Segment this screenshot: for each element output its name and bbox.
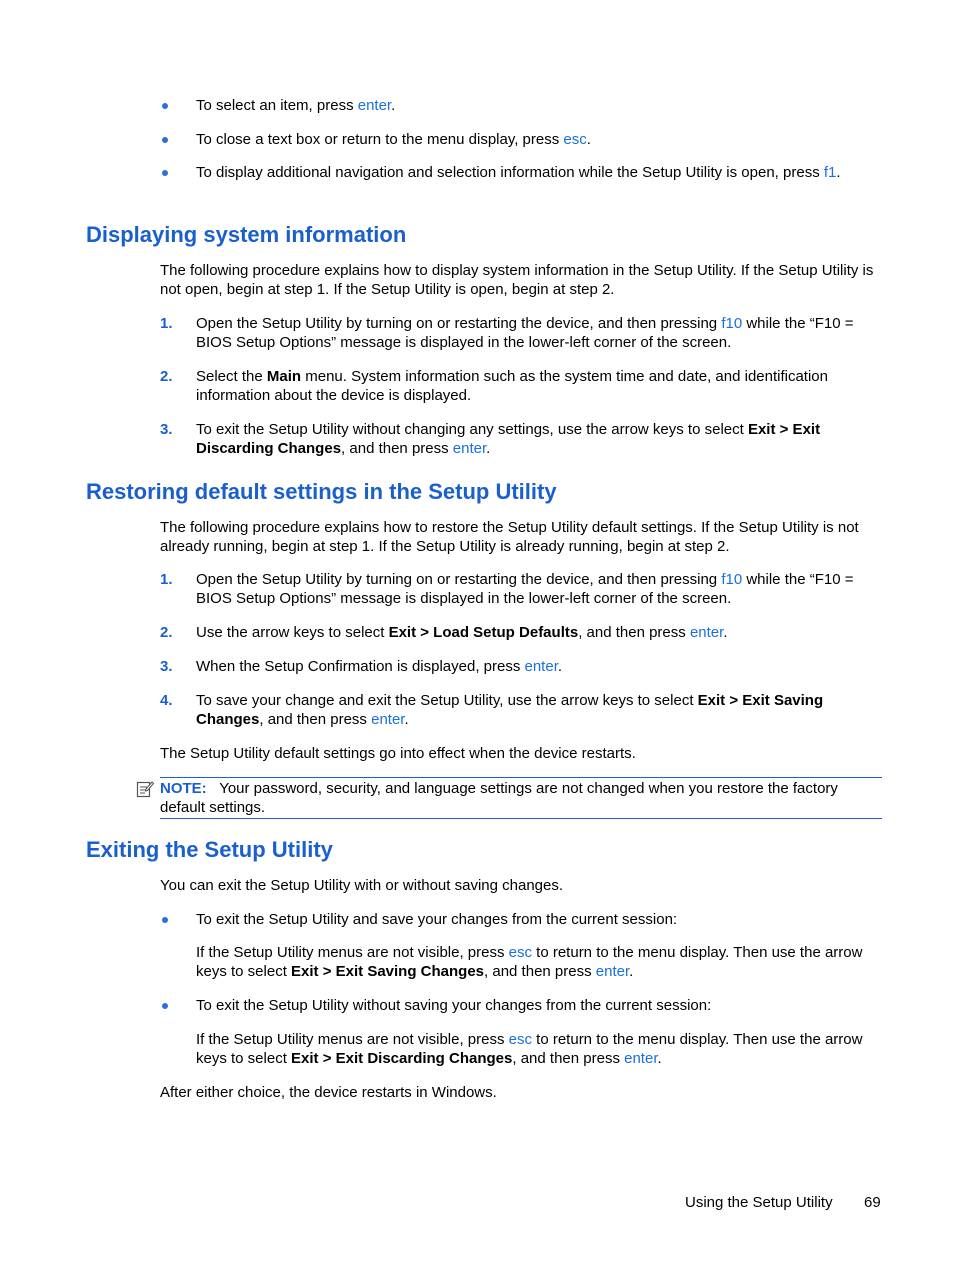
step-number: 3. [160,658,173,675]
bullet-item: To select an item, press enter. [196,97,396,114]
key-enter: enter [371,711,405,728]
step-text: When the Setup Confirmation is displayed, press enter. [196,658,563,675]
note-label: NOTE: [160,780,207,797]
key-enter: enter [595,963,630,980]
section-intro: The following procedure explains how to restore the Setup Utility default settings. If the Setup Utility is not already running, begin at step 1. If the Setup Utility is already running, begin at step 2. [160,519,859,555]
bullet-icon [161,131,171,141]
bullet-item: To exit the Setup Utility and save your changes from the current session: [196,911,678,928]
key-enter: enter [452,440,487,457]
step-text: Open the Setup Utility by turning on or restarting the device, and then pressing f10 while the “F10 = BIOS Setup Options” message is displayed in the lower-left corner of the screen. [196,315,854,351]
key-f1: f1 [823,164,837,181]
bullet-detail: If the Setup Utility menus are not visible, press esc to return to the menu display. Then use the arrow keys to select Exit > Exit Saving Changes, and then press enter. [196,944,863,980]
bullet-icon [161,997,171,1007]
step-text: To exit the Setup Utility without changing any settings, use the arrow keys to select Exit > Exit Discarding Changes, and then press enter. [196,421,821,457]
step-text: Open the Setup Utility by turning on or restarting the device, and then pressing f10 while the “F10 = BIOS Setup Options” message is displayed in the lower-left corner of the screen. [196,571,854,607]
step-number: 1. [160,571,173,588]
step-text: Use the arrow keys to select Exit > Load Setup Defaults, and then press enter. [196,624,728,641]
section-outro: The Setup Utility default settings go into effect when the device restarts. [160,745,636,762]
bullet-item: To exit the Setup Utility without saving your changes from the current session: [196,997,712,1014]
step-number: 2. [160,624,173,641]
key-f10: f10 [721,315,743,332]
step-text: Select the Main menu. System information such as the system time and date, and identification information about the device is displayed. [196,368,828,404]
key-enter: enter [357,97,392,114]
section-intro: You can exit the Setup Utility with or without saving changes. [160,877,564,894]
bullet-icon [161,164,171,174]
step-number: 3. [160,421,173,438]
bullet-item: To close a text box or return to the menu display, press esc. [196,131,591,148]
note-icon [136,780,154,798]
bullet-detail: If the Setup Utility menus are not visible, press esc to return to the menu display. Then use the arrow keys to select Exit > Exit Discarding Changes, and then press enter. [196,1031,863,1067]
bullet-item: To display additional navigation and selection information while the Setup Utility is open, press f1. [196,164,841,181]
section-heading: Restoring default settings in the Setup Utility [86,479,557,504]
note-box [160,777,882,819]
key-esc: esc [508,944,532,961]
step-number: 1. [160,315,173,332]
section-heading: Displaying system information [86,222,407,247]
step-text: To save your change and exit the Setup Utility, use the arrow keys to select Exit > Exit Saving Changes, and then press enter. [196,692,824,728]
step-number: 2. [160,368,173,385]
key-f10: f10 [721,571,743,588]
key-enter: enter [524,658,558,675]
key-esc: esc [563,131,587,148]
bullet-icon [161,911,171,921]
section-outro: After either choice, the device restarts in Windows. [160,1084,497,1101]
section-intro: The following procedure explains how to display system information in the Setup Utility. If the Setup Utility is not open, begin at step 1. If the Setup Utility is open, begin at step 2. [160,262,874,298]
note-text: NOTE: Your password, security, and language settings are not changed when you restore the factory default settings. [160,780,838,816]
section-heading: Exiting the Setup Utility [86,837,333,862]
key-esc: esc [508,1031,532,1048]
key-enter: enter [689,624,724,641]
bullet-icon [161,97,171,107]
key-enter: enter [624,1050,658,1067]
step-number: 4. [160,692,173,709]
page-number: 69 [864,1194,881,1211]
footer-title: Using the Setup Utility [685,1194,833,1211]
